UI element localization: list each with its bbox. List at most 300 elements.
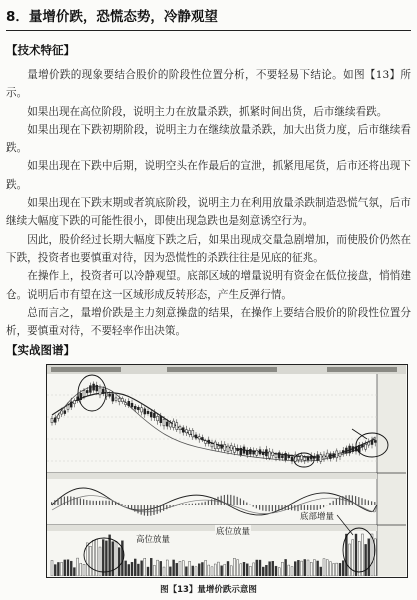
candle-body xyxy=(99,388,101,395)
volume-bar xyxy=(339,563,341,576)
volume-bar xyxy=(317,561,319,576)
macd-bar xyxy=(192,504,193,505)
candle-body xyxy=(70,402,72,407)
macd-bar xyxy=(339,497,340,505)
candle-body xyxy=(214,442,216,449)
volume-bar xyxy=(285,559,287,576)
macd-bar xyxy=(205,502,206,505)
macd-bar xyxy=(278,505,279,510)
candle-body xyxy=(224,444,226,450)
candle-body xyxy=(134,406,136,409)
candle-body xyxy=(281,456,283,458)
volume-bar xyxy=(297,560,299,576)
candle-body xyxy=(265,450,267,456)
volume-bar xyxy=(208,565,210,576)
macd-bar xyxy=(361,498,362,505)
paragraph-8: 总而言之，量增价跌是主力刻意操盘的结果，在操作上要结合股价的阶段性位置分析，要慎重对待，不要轻率作出决策。 xyxy=(6,306,411,338)
volume-bar xyxy=(77,558,79,576)
volume-bar xyxy=(301,561,303,576)
volume-bar xyxy=(323,559,325,576)
candle-body xyxy=(163,419,165,426)
volume-bar xyxy=(326,560,328,576)
macd-bar xyxy=(243,500,244,505)
volume-bar xyxy=(249,566,251,576)
volume-bar xyxy=(281,562,283,576)
volume-bar xyxy=(57,562,59,576)
macd-bar xyxy=(352,495,353,505)
candle-body xyxy=(272,452,274,456)
macd-bar xyxy=(189,504,190,505)
macd-bar xyxy=(358,497,359,505)
volume-bar xyxy=(83,564,85,576)
macd-bar xyxy=(105,501,106,505)
macd-bar xyxy=(198,503,199,505)
volume-bar xyxy=(262,567,264,576)
macd-bar xyxy=(349,495,350,505)
macd-bar xyxy=(64,497,65,505)
macd-bar xyxy=(237,497,238,505)
candle-body xyxy=(112,394,114,401)
macd-bar xyxy=(345,495,346,505)
volume-bar xyxy=(294,562,296,576)
macd-bar xyxy=(153,505,154,515)
candle-body xyxy=(291,457,293,461)
candle-body xyxy=(317,455,319,461)
macd-bar xyxy=(157,505,158,514)
candle-body xyxy=(160,416,162,422)
volume-bar xyxy=(259,560,261,576)
figure-caption: 图【13】量增价跌示意图 xyxy=(160,585,257,595)
volume-bar xyxy=(93,540,95,576)
volume-bar xyxy=(73,568,75,576)
volume-bar xyxy=(211,567,213,576)
macd-bar xyxy=(61,497,62,505)
macd-bar xyxy=(115,502,116,505)
paragraph-7: 在操作上，投资者可以冷静观望。底部区域的增量说明有资金在低位接盘，悄悄建仓。说明后市有望在这一区域形成反转形态，产生反弹行情。 xyxy=(6,270,411,301)
section-title: 8．量增价跌，恐慌态势，冷静观望 xyxy=(6,9,218,25)
candle-body xyxy=(323,455,325,459)
stock-chart-figure xyxy=(46,364,408,578)
candle-body xyxy=(221,445,223,449)
stock-chart-graphic xyxy=(47,365,406,576)
candle-body xyxy=(131,403,133,407)
volume-bar xyxy=(233,558,235,576)
macd-bar xyxy=(89,501,90,505)
volume-bar xyxy=(61,562,63,576)
candle-body xyxy=(205,441,207,444)
macd-bar xyxy=(291,505,292,510)
macd-bar xyxy=(323,505,324,507)
volume-bar xyxy=(166,560,168,576)
volume-bar xyxy=(349,544,351,576)
macd-bar xyxy=(230,495,231,505)
volume-bar xyxy=(336,563,338,576)
volume-bar xyxy=(371,534,373,576)
volume-bar xyxy=(192,566,194,576)
candle-body xyxy=(128,401,130,405)
macd-bar xyxy=(141,505,142,515)
moving-average-long xyxy=(52,393,375,457)
macd-bar xyxy=(246,503,247,505)
macd-bar xyxy=(224,495,225,505)
volume-bar xyxy=(320,567,322,576)
candle-body xyxy=(182,428,184,433)
volume-bar xyxy=(157,560,159,576)
candle-body xyxy=(304,457,306,460)
volume-bar xyxy=(355,534,357,576)
macd-bar xyxy=(166,505,167,509)
candle-body xyxy=(269,452,271,458)
moving-average-short xyxy=(52,387,375,462)
volume-bar xyxy=(278,568,280,576)
volume-bar xyxy=(141,561,143,576)
candle-body xyxy=(80,393,82,399)
volume-bar xyxy=(214,564,216,576)
volume-bar xyxy=(102,540,104,576)
macd-bar xyxy=(371,501,372,505)
candle-body xyxy=(73,401,75,404)
candle-body xyxy=(192,430,194,436)
volume-bar xyxy=(67,560,69,576)
candle-body xyxy=(57,415,59,418)
candle-body xyxy=(109,394,111,396)
macd-bar xyxy=(160,505,161,512)
volume-bar xyxy=(173,560,175,576)
candle-body xyxy=(349,446,351,453)
macd-bar xyxy=(294,505,295,511)
macd-bar xyxy=(374,502,375,505)
volume-bar xyxy=(269,562,271,576)
volume-bar xyxy=(144,558,146,576)
candle-body xyxy=(195,435,197,438)
candle-body xyxy=(342,450,344,452)
candle-body xyxy=(320,455,322,462)
candle-body xyxy=(288,455,290,458)
volume-bar xyxy=(54,565,56,576)
macd-bar xyxy=(336,499,337,505)
bottom-volume-label: 底位放量 xyxy=(216,527,251,537)
macd-bar xyxy=(214,498,215,505)
macd-bar xyxy=(173,505,174,506)
macd-bar xyxy=(217,497,218,505)
macd-bar xyxy=(269,505,270,511)
candle-body xyxy=(125,403,127,405)
macd-bar xyxy=(118,503,119,505)
volume-bar xyxy=(163,567,165,576)
macd-bar xyxy=(288,505,289,510)
macd-bar xyxy=(86,500,87,505)
volume-bar xyxy=(198,564,200,576)
macd-bar xyxy=(221,496,222,505)
macd-bar xyxy=(329,503,330,505)
candle-body xyxy=(169,423,171,427)
candle-body xyxy=(246,451,248,455)
paragraph-4: 如果出现在下跌中后期，说明空头在作最后的宣泄，抓紧甩尾货，后市还将出现下跌。 xyxy=(6,160,411,191)
candle-body xyxy=(147,411,149,413)
volume-bar xyxy=(80,563,82,576)
volume-bar xyxy=(253,563,255,576)
volume-bar xyxy=(288,565,290,576)
macd-bar xyxy=(208,501,209,505)
volume-bar xyxy=(51,560,53,576)
macd-bar xyxy=(96,501,97,505)
candle-body xyxy=(208,440,210,443)
candlesticks xyxy=(51,381,376,464)
candle-body xyxy=(185,430,187,433)
candle-body xyxy=(189,430,191,434)
paragraph-1: 量增价跌的现象要结合股价的阶段性位置分析，不要轻易下结论。如图【13】所示。 xyxy=(6,69,411,100)
volume-bar xyxy=(265,565,267,576)
volume-bar xyxy=(189,561,191,576)
volume-bar xyxy=(240,564,242,576)
macd-bar xyxy=(320,505,321,509)
volume-bar xyxy=(70,561,72,576)
macd-bar xyxy=(137,505,138,513)
candle-body xyxy=(93,384,95,390)
candle-body xyxy=(89,386,91,393)
volume-bar xyxy=(86,543,88,576)
volume-bar xyxy=(342,561,344,576)
chart-header-text-block xyxy=(51,367,121,372)
paragraph-3: 如果出现在下跌初期阶段，说明主力在继续放量杀跌，加大出货力度，后市继续看跌。 xyxy=(6,123,411,155)
macd-bar xyxy=(102,501,103,505)
macd-bar xyxy=(128,505,129,508)
macd-bar xyxy=(195,504,196,505)
volume-bar xyxy=(115,541,117,576)
volume-bar xyxy=(118,548,120,576)
candle-body xyxy=(333,454,335,458)
candle-body xyxy=(329,454,331,459)
volume-bar xyxy=(201,562,203,576)
volume-bars xyxy=(51,534,376,576)
volume-bar xyxy=(179,561,181,576)
macd-bar xyxy=(80,498,81,505)
volume-bar xyxy=(150,558,152,576)
candle-body xyxy=(339,453,341,456)
candle-body xyxy=(249,449,251,454)
candle-body xyxy=(326,453,328,457)
candle-body xyxy=(278,453,280,459)
volume-bar xyxy=(160,561,162,576)
candle-body xyxy=(253,451,255,455)
candle-body xyxy=(240,448,242,455)
candle-body xyxy=(118,399,120,402)
volume-bar xyxy=(358,541,360,576)
candle-body xyxy=(285,453,287,460)
volume-bar xyxy=(169,567,171,576)
volume-bar xyxy=(105,541,107,576)
candle-body xyxy=(256,450,258,455)
macd-bar xyxy=(233,496,234,505)
candle-body xyxy=(336,451,338,458)
volume-bar xyxy=(230,566,232,576)
price-gridlines xyxy=(47,395,377,461)
volume-bar xyxy=(227,561,229,576)
candle-body xyxy=(86,390,88,392)
volume-bar xyxy=(64,560,66,576)
macd-bar xyxy=(51,502,52,505)
volume-bar xyxy=(313,560,315,576)
candle-body xyxy=(102,389,104,394)
candle-body xyxy=(301,455,303,459)
macd-bar xyxy=(333,501,334,505)
macd-bar xyxy=(262,505,263,511)
volume-bar xyxy=(237,560,239,576)
macd-bar xyxy=(54,500,55,505)
macd-bar xyxy=(272,505,273,511)
candle-body xyxy=(137,407,139,410)
volume-bar xyxy=(365,544,367,576)
body-text xyxy=(6,66,411,340)
candle-body xyxy=(361,445,363,447)
volume-bar xyxy=(131,562,133,576)
candle-body xyxy=(345,448,347,453)
macd-bar xyxy=(253,505,254,507)
paragraph-2: 如果出现在高位阶段，说明主力在放量杀跌，抓紧时间出货，后市继续看跌。 xyxy=(27,105,388,118)
volume-bar xyxy=(275,566,277,576)
bottom-increase-label: 底部增量 xyxy=(300,512,335,522)
volume-bar xyxy=(147,567,149,576)
candle-body xyxy=(310,456,312,459)
volume-bar xyxy=(333,564,335,576)
candle-body xyxy=(144,409,146,414)
macd-bar xyxy=(67,496,68,505)
candle-body xyxy=(307,458,309,461)
macd-bar xyxy=(150,505,151,516)
candle-body xyxy=(166,422,168,426)
candle-body xyxy=(217,446,219,449)
volume-bar xyxy=(182,561,184,576)
candle-body xyxy=(227,446,229,452)
example-chart-heading: 【实战图谱】 xyxy=(6,343,75,357)
macd-bar xyxy=(259,505,260,510)
macd-bar xyxy=(73,497,74,505)
candle-body xyxy=(115,398,117,401)
volume-bar xyxy=(243,562,245,576)
macd-bar xyxy=(109,501,110,505)
candle-body xyxy=(121,399,123,402)
macd-bar xyxy=(285,505,286,510)
candle-body xyxy=(368,442,370,445)
macd-bar xyxy=(131,505,132,510)
candle-body xyxy=(179,427,181,430)
volume-bar xyxy=(205,560,207,576)
macd-bar xyxy=(77,498,78,505)
candle-body xyxy=(352,447,354,452)
paragraph-6: 因此，股价经过长期大幅度下跌之后，如果出现成交量急剧增加，而使股价仍然在下跌，投资者也要慎重对待，因为恐慌性的杀跌往往是见底的征兆。 xyxy=(6,233,411,264)
volume-bar xyxy=(345,534,347,576)
macd-bar xyxy=(93,501,94,505)
volume-bar xyxy=(89,546,91,576)
candle-body xyxy=(67,405,69,409)
volume-bar xyxy=(195,567,197,576)
volume-bar xyxy=(134,559,136,576)
macd-bar xyxy=(57,499,58,505)
candle-body xyxy=(201,437,203,440)
candle-body xyxy=(371,441,373,445)
candle-body xyxy=(51,418,53,422)
candle-body xyxy=(157,416,159,420)
candle-body xyxy=(365,444,367,449)
macd-bar xyxy=(355,496,356,505)
candle-body xyxy=(54,418,56,423)
candle-body xyxy=(64,411,66,414)
candle-body xyxy=(96,385,98,391)
volume-bar xyxy=(185,567,187,576)
volume-bar xyxy=(137,564,139,576)
macd-bar xyxy=(275,505,276,511)
volume-bar xyxy=(361,534,363,576)
volume-bar xyxy=(109,535,111,576)
volume-bar xyxy=(310,562,312,576)
candle-body xyxy=(211,444,213,447)
candle-body xyxy=(233,447,235,453)
macd-bar xyxy=(227,495,228,505)
volume-bar xyxy=(153,565,155,576)
macd-bar xyxy=(211,499,212,505)
macd-bar xyxy=(144,505,145,516)
macd-bar xyxy=(169,505,170,508)
chart-right-axis xyxy=(377,374,406,576)
macd-bar xyxy=(256,505,257,508)
macd-bar xyxy=(70,496,71,505)
volume-bar xyxy=(217,562,219,576)
candle-body xyxy=(150,412,152,417)
volume-bar xyxy=(128,564,130,576)
candle-body xyxy=(153,413,155,418)
macd-bar xyxy=(163,505,164,511)
candle-body xyxy=(297,457,299,460)
candle-body xyxy=(275,454,277,457)
volume-bar xyxy=(256,560,258,576)
title-divider xyxy=(6,30,411,31)
volume-bar xyxy=(304,559,306,576)
macd-bar xyxy=(240,498,241,505)
macd-bar xyxy=(134,505,135,512)
volume-bar xyxy=(125,561,127,576)
volume-bar xyxy=(221,566,223,576)
macd-bar xyxy=(368,500,369,505)
volume-bar xyxy=(368,539,370,576)
candle-body xyxy=(237,448,239,450)
macd-bar xyxy=(112,501,113,505)
chart-header-title-block xyxy=(167,367,277,372)
macd-bar xyxy=(281,505,282,510)
macd-bar xyxy=(83,499,84,505)
macd-bar xyxy=(182,504,183,505)
volume-bar xyxy=(272,561,274,576)
volume-bar xyxy=(307,560,309,576)
macd-bar xyxy=(99,501,100,505)
candle-body xyxy=(262,452,264,454)
macd-bar xyxy=(365,499,366,505)
macd-bar xyxy=(147,505,148,516)
macd-bar xyxy=(201,503,202,505)
chart-header-info-block xyxy=(327,367,397,372)
macd-bar xyxy=(342,496,343,505)
candle-body xyxy=(141,408,143,412)
candle-body xyxy=(61,411,63,414)
technical-features-heading: 【技术特征】 xyxy=(6,43,75,57)
paragraph-5: 如果出现在下跌末期或者筑底阶段，说明主力在利用放量杀跌制造恐慌气氛，后市继续大幅度下跌的可能性很小，即使出现急跌也是刻意诱空行为。 xyxy=(6,197,411,228)
candle-body xyxy=(230,445,232,450)
volume-bar xyxy=(329,562,331,576)
candle-body xyxy=(198,437,200,439)
candle-body xyxy=(259,450,261,454)
candle-body xyxy=(176,423,178,430)
volume-bar xyxy=(121,541,123,576)
candle-body xyxy=(243,447,245,453)
